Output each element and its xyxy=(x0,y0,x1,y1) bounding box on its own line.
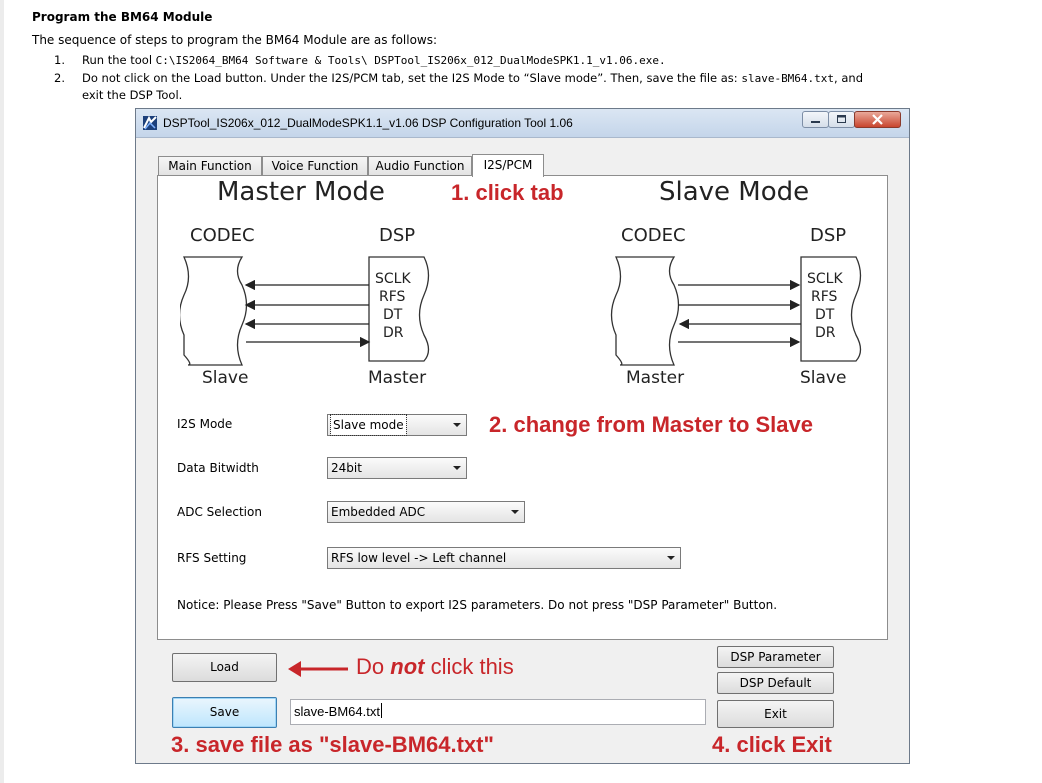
master-codec-role: Slave xyxy=(202,368,249,388)
dsp-tool-window xyxy=(135,108,910,764)
i2s-mode-select[interactable] xyxy=(327,414,467,436)
slave-mode-heading: Slave Mode xyxy=(659,177,810,207)
adc-selection-value: Embedded ADC xyxy=(331,505,426,519)
step-2-text: Do not click on the Load button. Under the I2S/PCM tab, set the I2S Mode to “Slave mode”. Then, save the file as: xyxy=(82,71,742,85)
chevron-down-icon xyxy=(453,423,461,427)
slave-signal-dr: DR xyxy=(815,325,836,341)
slave-signal-sclk: SCLK xyxy=(807,271,843,287)
intro-text: The sequence of steps to program the BM64 Module are as follows: xyxy=(32,33,438,47)
i2s-mode-value: Slave mode xyxy=(331,415,406,435)
annotation-click-tab: 1. click tab xyxy=(451,180,564,205)
i2s-mode-label: I2S Mode xyxy=(177,417,233,431)
slave-dsp-label: DSP xyxy=(810,225,847,246)
close-button[interactable] xyxy=(854,111,901,128)
rfs-setting-label: RFS Setting xyxy=(177,551,247,565)
notice-text: Notice: Please Press "Save" Button to export I2S parameters. Do not press "DSP Parameter" Button. xyxy=(177,598,778,612)
step-1-text: Run the tool xyxy=(82,53,156,67)
text-caret xyxy=(381,703,382,718)
slave-codec-label: CODEC xyxy=(621,225,686,246)
annotation-do-not-click-part2: click this xyxy=(424,654,514,679)
maximize-button[interactable] xyxy=(828,111,855,128)
annotation-click-exit: 4. click Exit xyxy=(712,732,832,757)
slave-dsp-role: Slave xyxy=(800,368,847,388)
tab-voice-function[interactable]: Voice Function xyxy=(262,156,368,175)
page-left-border xyxy=(0,0,4,783)
master-signal-dr: DR xyxy=(383,325,404,341)
step-2-text-end: , and xyxy=(834,71,863,85)
data-bitwidth-value: 24bit xyxy=(331,461,362,475)
step-2-number: 2. xyxy=(54,71,65,85)
master-codec-block xyxy=(180,257,247,365)
title-bar[interactable] xyxy=(136,109,909,138)
master-dsp-role: Master xyxy=(368,368,427,388)
master-mode-heading: Master Mode xyxy=(217,177,385,207)
step-2-filename: slave-BM64.txt xyxy=(741,72,835,85)
tab-i2s-pcm[interactable]: I2S/PCM xyxy=(472,154,544,177)
slave-codec-role: Master xyxy=(626,368,685,388)
minimize-icon xyxy=(803,112,828,127)
section-heading: Program the BM64 Module xyxy=(32,10,213,24)
tab-audio-function[interactable]: Audio Function xyxy=(368,156,472,175)
maximize-icon xyxy=(829,112,854,127)
step-1-number: 1. xyxy=(54,53,65,67)
annotation-do-not-click-part1: Do xyxy=(356,654,391,679)
i2s-mode-diagram xyxy=(180,175,864,391)
dsp-parameter-button[interactable]: DSP Parameter xyxy=(717,646,834,668)
tool-path: C:\IS2064_BM64 Software & Tools\ DSPTool_IS206x_012_DualModeSPK1.1_v1.06.exe. xyxy=(155,54,666,67)
slave-signal-dt: DT xyxy=(815,307,835,323)
window-title: DSPTool_IS206x_012_DualModeSPK1.1_v1.06 DSP Configuration Tool 1.06 xyxy=(163,116,573,130)
data-bitwidth-label: Data Bitwidth xyxy=(177,461,259,475)
chevron-down-icon xyxy=(453,466,461,470)
chevron-down-icon xyxy=(667,556,675,560)
filename-value: slave-BM64.txt xyxy=(294,704,380,719)
slave-signal-rfs: RFS xyxy=(811,289,838,305)
close-icon xyxy=(855,112,900,127)
filename-input[interactable] xyxy=(290,699,706,725)
signal-diagram-graphic xyxy=(180,175,864,391)
annotation-do-not-click xyxy=(356,654,514,680)
adc-selection-label: ADC Selection xyxy=(177,505,262,519)
adc-selection-select[interactable] xyxy=(327,501,525,523)
annotation-save-file: 3. save file as "slave-BM64.txt" xyxy=(171,732,494,757)
master-signal-dt: DT xyxy=(383,307,403,323)
annotation-do-not-click-emphasis: not xyxy=(390,654,425,679)
exit-button[interactable]: Exit xyxy=(717,700,834,728)
master-dsp-label: DSP xyxy=(379,225,416,246)
tab-main-function[interactable]: Main Function xyxy=(158,156,262,175)
master-signal-rfs: RFS xyxy=(379,289,406,305)
chevron-down-icon xyxy=(511,510,519,514)
rfs-setting-select[interactable] xyxy=(327,547,681,569)
minimize-button[interactable] xyxy=(802,111,829,128)
load-button[interactable]: Load xyxy=(172,653,277,682)
dsp-default-button[interactable]: DSP Default xyxy=(717,672,834,694)
rfs-setting-value: RFS low level -> Left channel xyxy=(331,551,507,565)
data-bitwidth-select[interactable] xyxy=(327,457,467,479)
master-codec-label: CODEC xyxy=(190,225,255,246)
annotation-change-mode: 2. change from Master to Slave xyxy=(489,412,813,437)
master-signal-sclk: SCLK xyxy=(375,271,411,287)
arrow-left-icon xyxy=(286,658,350,680)
slave-codec-block xyxy=(612,257,679,365)
app-icon xyxy=(143,116,157,130)
step-2-line-2: exit the DSP Tool. xyxy=(82,88,183,102)
save-button[interactable]: Save xyxy=(172,697,277,728)
